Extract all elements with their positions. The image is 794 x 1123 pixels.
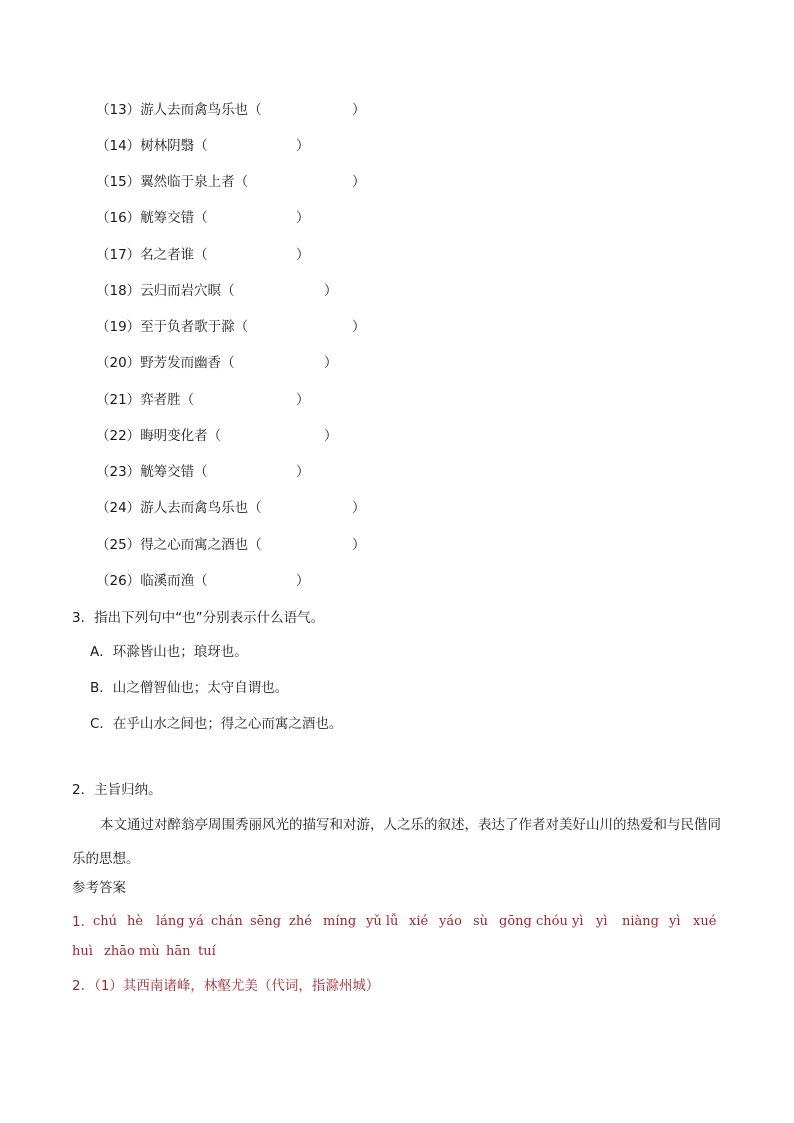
item-number: （13）: [96, 102, 141, 118]
item-number: （24）: [96, 500, 141, 516]
vocab-item: [96, 136, 310, 156]
item-text: 名之者谁（: [140, 247, 208, 263]
item-text: 得之心而寓之酒也（: [140, 537, 262, 553]
item-text: 游人去而禽鸟乐也（: [140, 500, 262, 516]
pinyin-answer: xié: [409, 914, 429, 929]
pinyin-answer: huì: [72, 944, 93, 959]
answer-1-label: 1．: [72, 914, 95, 930]
pinyin-answer: yì: [669, 914, 681, 929]
answer-2-line: 2．（1）其西南诸峰，林壑尤美（代词，指滁州城）: [72, 978, 380, 994]
answer-blank-close: ）: [352, 500, 366, 516]
pinyin-answer: míng: [323, 914, 357, 929]
item-number: （22）: [96, 428, 141, 444]
vocab-item: [96, 353, 338, 373]
vocab-item: [96, 317, 366, 337]
item-text: 临溪而渔（: [140, 573, 208, 589]
answer-blank-close: ）: [352, 319, 366, 335]
item-number: （15）: [96, 174, 141, 190]
answer-blank-close: ）: [296, 464, 310, 480]
pinyin-answer: yǔ lǚ: [366, 914, 399, 929]
question-3-option-a: A．环滁皆山也；琅玡也。: [90, 644, 248, 660]
pinyin-answer: zhé: [289, 914, 312, 929]
item-number: （14）: [96, 138, 141, 154]
vocab-item: [96, 245, 310, 265]
item-text: 觥筹交错（: [140, 210, 208, 226]
item-text: 云归而岩穴暝（: [140, 283, 235, 299]
item-number: （19）: [96, 319, 141, 335]
question-3-option-b: B．山之僧智仙也；太守自谓也。: [90, 680, 289, 696]
vocab-item: [96, 498, 366, 518]
pinyin-answer: xué: [693, 914, 717, 929]
pinyin-answer: yì: [596, 914, 608, 929]
pinyin-answer: sù: [473, 914, 489, 929]
answer-blank-close: ）: [296, 392, 310, 408]
pinyin-answer: tuí: [198, 944, 216, 959]
item-number: （23）: [96, 464, 141, 480]
question-3-title: 3．指出下列句中“也”分别表示什么语气。: [72, 610, 325, 626]
pinyin-answer: yì: [572, 914, 584, 929]
pinyin-answer: hè: [127, 914, 144, 929]
item-text: 晦明变化者（: [140, 428, 222, 444]
answer-blank-close: ）: [324, 283, 338, 299]
pinyin-answer: niàng: [622, 914, 659, 929]
question-3-option-c: C．在乎山水之间也；得之心而寓之酒也。: [90, 716, 343, 732]
item-text: 游人去而禽鸟乐也（: [140, 102, 262, 118]
vocab-item: [96, 100, 366, 120]
item-text: 野芳发而幽香（: [140, 355, 235, 371]
vocab-item: [96, 172, 366, 192]
vocab-item: [96, 281, 338, 301]
pinyin-answer: hān: [166, 944, 191, 959]
section-2-title: 2．主旨归纳。: [72, 782, 162, 798]
vocab-item: [96, 426, 338, 446]
item-number: （21）: [96, 392, 141, 408]
theme-paragraph: 本文通过对醉翁亭周围秀丽风光的描写和对游，人之乐的叙述，表达了作者对美好山川的热爱和与民偕同乐的思想。: [72, 817, 721, 867]
item-text: 至于负者歌于滁（: [140, 319, 249, 335]
item-number: （18）: [96, 283, 141, 299]
item-text: 树林阴翳（: [140, 138, 208, 154]
pinyin-answer: láng yá: [156, 914, 204, 929]
item-text: 弈者胜（: [140, 392, 195, 408]
vocab-item: [96, 571, 310, 591]
answer-blank-close: ）: [296, 138, 310, 154]
item-number: （26）: [96, 573, 141, 589]
pinyin-answer: gōng chóu: [499, 914, 568, 929]
answers-heading: 参考答案: [72, 880, 126, 896]
vocab-item: [96, 390, 310, 410]
item-number: （20）: [96, 355, 141, 371]
item-number: （16）: [96, 210, 141, 226]
answer-blank-close: ）: [296, 247, 310, 263]
item-text: 觥筹交错（: [140, 464, 208, 480]
answer-blank-close: ）: [296, 573, 310, 589]
answer-blank-close: ）: [324, 428, 338, 444]
pinyin-answer: sēng: [250, 914, 282, 929]
answer-blank-close: ）: [296, 210, 310, 226]
pinyin-answer: chú: [93, 914, 118, 929]
answer-blank-close: ）: [352, 102, 366, 118]
pinyin-answer: chán: [211, 914, 243, 929]
vocab-item: [96, 535, 366, 555]
answer-blank-close: ）: [324, 355, 338, 371]
pinyin-answer: yáo: [439, 914, 462, 929]
item-text: 翼然临于泉上者（: [140, 174, 249, 190]
answer-blank-close: ）: [352, 174, 366, 190]
item-number: （25）: [96, 537, 141, 553]
vocab-item: [96, 208, 310, 228]
pinyin-answer: zhāo mù: [104, 944, 160, 959]
answer-blank-close: ）: [352, 537, 366, 553]
item-number: （17）: [96, 247, 141, 263]
vocab-item: [96, 462, 310, 482]
